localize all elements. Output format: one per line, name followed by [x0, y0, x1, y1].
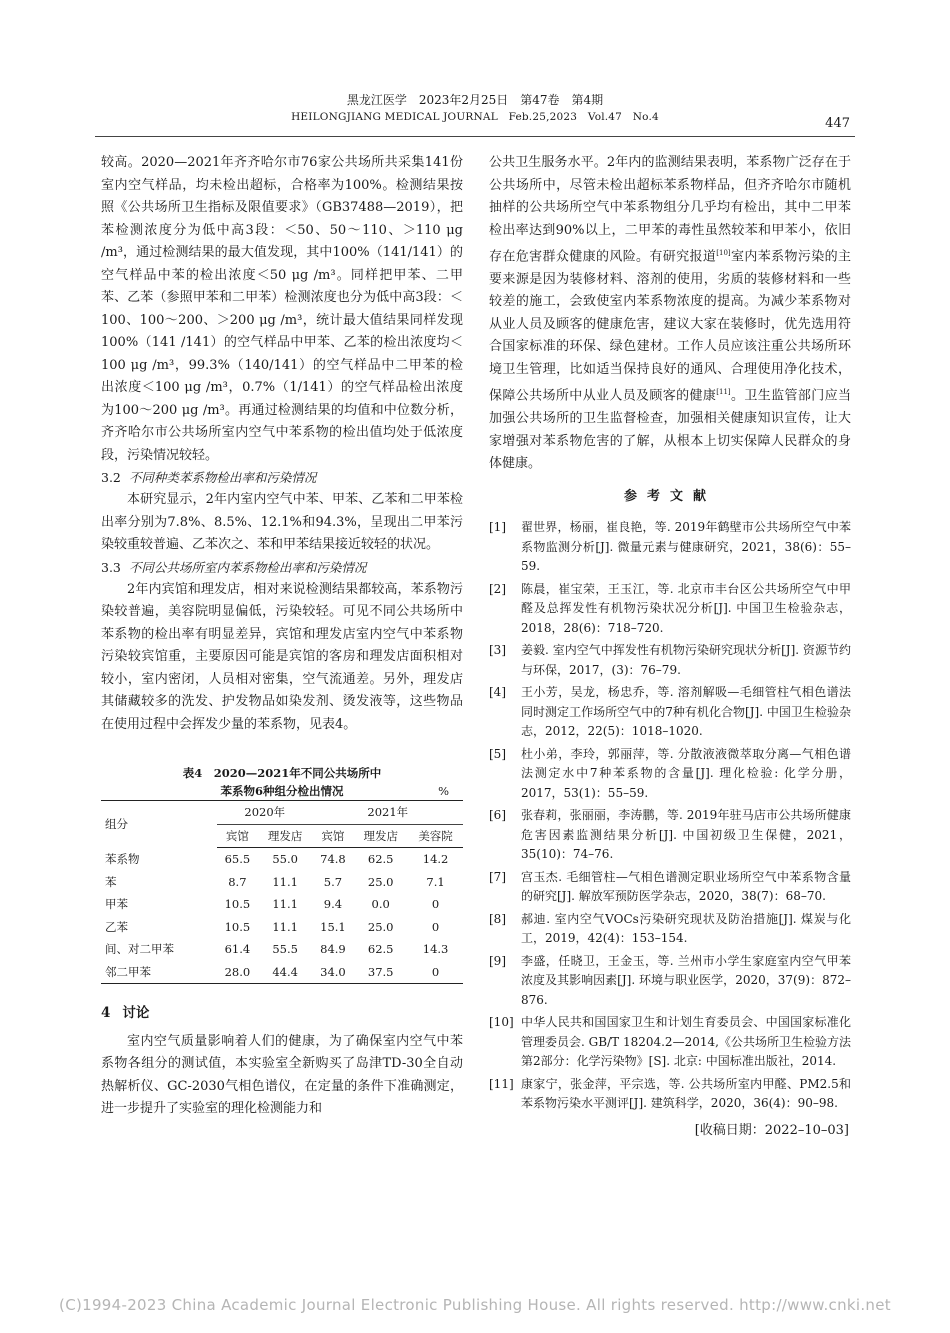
- table-cell: 5.7: [323, 874, 343, 889]
- table-header-year-2020: 2020年: [217, 801, 313, 825]
- reference-text: 郝迪. 室内空气VOCs污染研究现状及防治措施[J]. 煤炭与化工，2019，42(4)：153–154.: [521, 911, 851, 946]
- reference-text: 康家宁，张金萍，平宗选，等. 公共场所室内甲醛、PM2.5和苯系物污染水平测评[J]. 建筑科学，2020，36(4)：90–98.: [521, 1076, 851, 1111]
- reference-item: [489, 806, 851, 865]
- reference-number: [11]: [489, 1076, 514, 1091]
- table-cell: 14.2: [422, 852, 449, 866]
- table-cell: 65.5: [224, 852, 251, 866]
- section-number: 4: [101, 1005, 111, 1021]
- table-subheader: 宾馆: [217, 824, 258, 848]
- received-date: [收稿日期：2022–10–03]: [694, 1122, 849, 1138]
- table-cell: 9.4: [323, 897, 343, 911]
- table-row: [101, 938, 463, 961]
- data-table: [101, 800, 463, 984]
- reference-number: [2]: [489, 581, 506, 596]
- table-cell: 0.0: [371, 897, 390, 911]
- reference-number: [5]: [489, 746, 506, 761]
- reference-item: [489, 745, 851, 804]
- table-cell: 28.0: [224, 964, 251, 979]
- text-run: 公共卫生服务水平。2年内的监测结果表明，苯系物广泛存在于公共场所中，尽管未检出超标苯系物样品，但齐齐哈尔市随机抽样的公共场所空气中苯系物组分几乎均有检出，其中二甲苯检出率达到90%以上，二甲苯的毒性虽然较苯和甲苯小，依旧存在危害群众健康的风险。有研究报道: [489, 155, 851, 265]
- reference-item: [489, 580, 851, 639]
- reference-item: [489, 1075, 851, 1114]
- citation-ref: [10]: [716, 249, 731, 257]
- section-title: 不同种类苯系物检出率和污染情况: [128, 470, 317, 485]
- page-number: 447: [825, 116, 850, 131]
- table-cell: 55.0: [272, 852, 298, 866]
- paragraph-results-summary: 较高。2020—2021年齐齐哈尔市76家公共场所共采集141份室内空气样品，均未检出超标，合格率为100%。检测结果按照《公共场所卫生指标及限值要求》（GB37488—2019），把苯检测浓度分为低中高3段：＜50、50～110、＞110 μg /m³，通过检测结果的最大值发现，其中100%（141/141）的空气样品中苯的检出浓度＜50 μg /m³。同样把甲苯、二甲苯、乙苯（参照甲苯和二甲苯）检测浓度也分为低中高3段：＜100、100～200、＞200 μg /m³，统计最大值结果同样发现100%（141 /141）的空气样品中甲苯、乙苯的检出浓度均＜100 μg /m³，99.3%（140/141）的空气样品中二甲苯的检出浓度＜100 μg /m³，0.7%（1/141）的空气样品检出浓度为100～200 μg /m³。再通过检测结果的均值和中位数分析，齐齐哈尔市公共场所室内空气中苯系物的检出值均处于低浓度段，污染情况较轻。: [101, 155, 463, 463]
- table-cell: 62.5: [367, 852, 394, 866]
- table-cell: 15.1: [320, 919, 346, 934]
- table-cell: 84.9: [320, 942, 346, 956]
- table-unit: %: [438, 784, 449, 798]
- reference-number: [8]: [489, 911, 506, 926]
- table-cell: 34.0: [320, 964, 346, 979]
- section-number: 3.3: [101, 559, 121, 575]
- table-cell-label: 苯系物: [105, 851, 140, 866]
- reference-item: [489, 518, 851, 577]
- reference-number: [3]: [489, 643, 506, 658]
- table-row: [101, 893, 463, 916]
- table-header-year-2021: 2021年: [313, 801, 463, 825]
- reference-text: 王小芳，吴龙，杨忠乔，等. 溶剂解吸—毛细管柱气相色谱法同时测定工作场所空气中的7种有机化合物[J]. 中国卫生检验杂志，2012，22(5)：1018–1020.: [521, 685, 851, 739]
- journal-header-cn: 黑龙江医学 2023年2月25日 第47卷 第4期: [346, 93, 604, 107]
- table-cell-label: 邻二甲苯: [105, 964, 151, 979]
- citation-ref: [11]: [716, 388, 731, 397]
- table-cell: 44.4: [272, 964, 298, 979]
- reference-text: 翟世界，杨丽，崔良艳，等. 2019年鹤壁市公共场所空气中苯系物监测分析[J]. 微量元素与健康研究，2021，38(6)：55–59.: [521, 520, 851, 574]
- reference-item: [489, 910, 851, 949]
- header-rule: [95, 136, 855, 137]
- reference-number: [6]: [489, 808, 506, 823]
- section-title: 不同公共场所室内苯系物检出率和污染情况: [128, 559, 367, 575]
- table-cell: 11.1: [272, 919, 298, 934]
- section-number: 3.2: [101, 470, 121, 485]
- table-cell-label: 甲苯: [105, 897, 128, 911]
- table-cell: 25.0: [367, 919, 394, 934]
- reference-number: [9]: [489, 953, 506, 968]
- table-cell: 11.1: [272, 874, 298, 889]
- table-cell-label: 间、对二甲苯: [105, 942, 174, 956]
- reference-text: 张春莉，张丽丽，李涛鹏，等. 2019年驻马店市公共场所健康危害因素监测结果分析[J]. 中国初级卫生保健，2021，35(10)：74–76.: [521, 808, 851, 862]
- table-subheader: 理发店: [353, 824, 408, 848]
- paragraph-discussion: 室内空气质量影响着人们的健康，为了确保室内空气中苯系物各组分的测试值，本实验室全新购买了岛津TD-30全自动热解析仪、GC-2030气相色谱仪，在定量的条件下准确测定，进一步提升了实验室的理化检测能力和: [101, 1033, 463, 1116]
- table-cell: 11.1: [272, 897, 298, 911]
- reference-number: [1]: [489, 520, 506, 535]
- reference-item: [489, 868, 851, 907]
- table-cell: 8.7: [228, 874, 247, 889]
- table-row: [101, 848, 463, 871]
- table-cell: 55.5: [272, 942, 298, 956]
- table-cell-label: 苯: [105, 874, 117, 889]
- table-cell: 0: [431, 897, 440, 911]
- journal-header: [95, 92, 855, 126]
- copyright-footer: (C)1994-2023 China Academic Journal Electronic Publishing House. All rights reserved. http://www.cnki.net: [59, 1296, 891, 1314]
- table-cell: 74.8: [320, 852, 346, 866]
- table-subheader: 美容院: [408, 824, 463, 848]
- table-cell: 10.5: [224, 919, 251, 934]
- table-cell: 0: [431, 964, 440, 979]
- table-caption-line2: [101, 782, 463, 800]
- reference-text: 陈晨，崔宝荣，王玉江，等. 北京市丰台区公共场所空气中甲醛及总挥发性有机物污染状况分析[J]. 中国卫生检验杂志，2018，28(6)：718–720.: [521, 581, 851, 635]
- paragraph-discussion-continued: [489, 152, 851, 476]
- table-4: [101, 764, 463, 984]
- reference-item: [489, 683, 851, 742]
- reference-item: [489, 952, 851, 1011]
- right-column: [489, 152, 851, 1142]
- table-row: [101, 871, 463, 894]
- section-3-3-heading: [101, 557, 463, 579]
- references-title: 参考文献: [623, 488, 716, 504]
- table-header-group: 组分: [105, 817, 128, 831]
- table-cell: 62.5: [367, 942, 394, 956]
- table-row: [101, 961, 463, 984]
- journal-header-en: HEILONGJIANG MEDICAL JOURNAL Feb.25,2023 Vol.47 No.4: [291, 111, 659, 123]
- section-3-2-heading: [101, 467, 463, 489]
- reference-text: 李盛，任晓卫，王金玉，等. 兰州市小学生家庭室内空气甲苯浓度及其影响因素[J]. 环境与职业医学，2020，37(9)：872–876.: [521, 953, 851, 1007]
- table-cell-label: 乙苯: [105, 919, 128, 934]
- reference-item: [489, 1013, 851, 1072]
- reference-number: [10]: [489, 1015, 514, 1030]
- table-cell: 37.5: [367, 964, 394, 979]
- table-cell: 10.5: [224, 897, 251, 911]
- reference-text: 宫玉杰. 毛细管柱—气相色谱测定职业场所空气中苯系物含量的研究[J]. 解放军预防医学杂志，2020，38(7)：68–70.: [521, 869, 851, 904]
- reference-number: [7]: [489, 869, 506, 884]
- table-subheader: 宾馆: [313, 824, 354, 848]
- table-subheader: 理发店: [258, 824, 313, 848]
- paragraph-detection-rates: 本研究显示，2年内室内空气中苯、甲苯、乙苯和二甲苯检出率分别为7.8%、8.5%、12.1%和94.3%，呈现出二甲苯污染较重较普遍、乙苯次之、苯和甲苯结果接近较轻的状况。: [101, 492, 463, 552]
- table-cell: 7.1: [426, 874, 445, 889]
- reference-text: 姜毅. 室内空气中挥发性有机物污染研究现状分析[J]. 资源节约与环保，2017，(3)：76–79.: [521, 643, 851, 677]
- text-run: 室内苯系物污染的主要来源是因为装修材料、溶剂的使用，劣质的装修材料和一些较差的施工，会致使室内苯系物浓度的提高。为减少苯系物对从业人员及顾客的健康危害，建议大家在装修时，优先选用符合国家标准的环保、绿色建材。工作人员应该注重公共场所环境卫生管理，比如适当保持良好的通风、合理使用净化技术，保障公共场所中从业人员及顾客的健康: [489, 249, 851, 404]
- table-cell: 14.3: [422, 942, 449, 956]
- reference-number: [4]: [489, 685, 506, 700]
- table-cell: 61.4: [224, 942, 251, 956]
- table-caption-line1: 表4 2020—2021年不同公共场所中: [182, 766, 382, 780]
- section-4-heading: [101, 1002, 463, 1025]
- section-title: 讨论: [122, 1005, 150, 1021]
- table-row: [101, 916, 463, 939]
- table-caption-text: 苯系物6种组分检出情况: [220, 784, 344, 798]
- reference-text: 中华人民共和国国家卫生和计划生育委员会、中国国家标准化管理委员会. GB/T 18204.2—2014,《公共场所卫生检验方法 第2部分：化学污染物》[S]. 北京: 中国标准出版社，2014.: [521, 1015, 851, 1069]
- left-column: [101, 152, 463, 1121]
- paragraph-venue-differences: 2年内宾馆和理发店，相对来说检测结果都较高，苯系物污染较普遍，美容院明显偏低，污染较轻。可见不同公共场所中苯系物的检出率有明显差异，宾馆和理发店室内空气中苯系物污染较宾馆重，主要原因可能是宾馆的客房和理发店面积相对较小，室内密闭，人员相对密集，空气流通差。另外，理发店其储藏较多的洗发、护发物品如染发剂、烫发液等，这些物品在使用过程中会挥发少量的苯系物，见表4。: [101, 581, 463, 732]
- reference-text: 杜小弟，李玲，郭丽萍，等. 分散液液微萃取分离—气相色谱法测定水中7种苯系物的含量[J]. 理化检验: 化学分册，2017，53(1)：55–59.: [521, 746, 851, 800]
- table-cell: 0: [431, 919, 440, 934]
- reference-item: [489, 641, 851, 680]
- table-cell: 25.0: [367, 874, 394, 889]
- text-run: 。卫生监管部门应当加强公共场所的卫生监督检查，加强相关健康知识宣传，让大家增强对苯系物危害的了解，从根本上切实保障人民群众的身体健康。: [489, 388, 851, 472]
